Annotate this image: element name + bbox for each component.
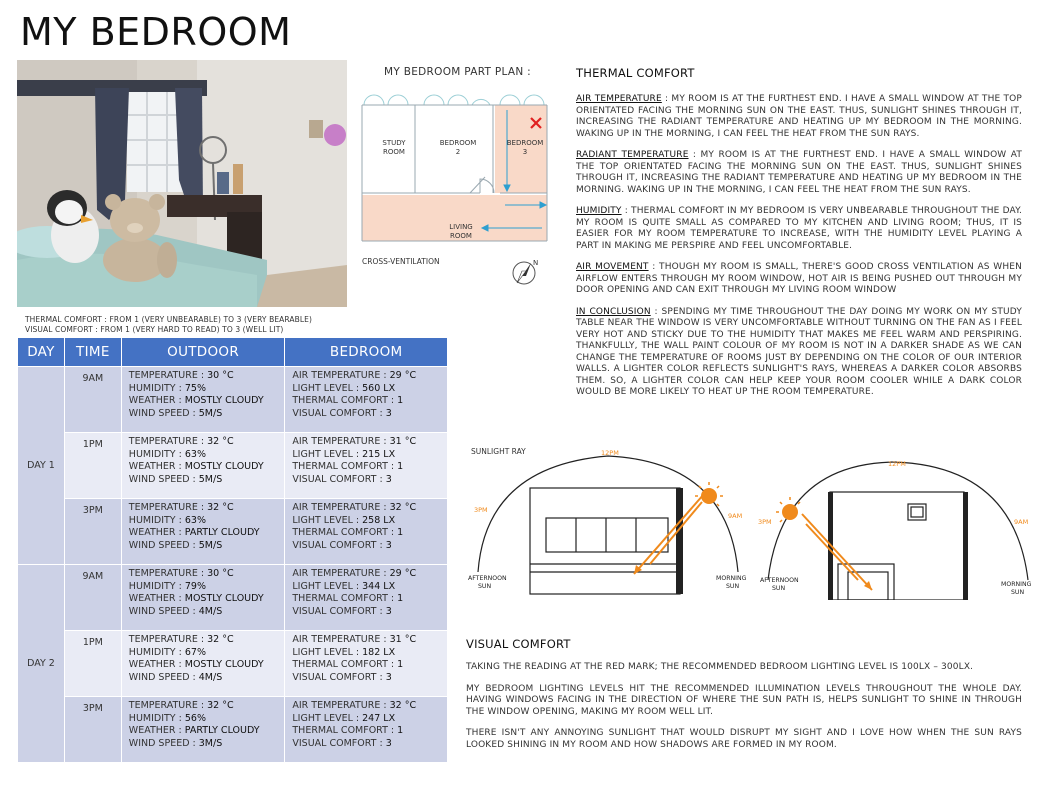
field-label: HUMIDITY : — [128, 382, 185, 394]
field-label: LIGHT LEVEL : — [292, 580, 363, 592]
plan-label-living-room: ROOM — [450, 232, 472, 240]
bedroom-cell — [285, 697, 448, 763]
time-cell: 1PM — [64, 631, 121, 697]
afternoon-sun-label: AFTERNOON — [468, 575, 507, 582]
outdoor-cell — [121, 367, 285, 433]
humidity-value: 56% — [184, 712, 206, 724]
conclusion-text: : SPENDING MY TIME THROUGHOUT THE DAY DOING MY WORK ON MY STUDY TABLE NEAR THE WINDOW IS VERY UNCOMFORTABLE WITHOUT TURNING ON THE FAN AS I FEEL VERY HOT AND STICKY DUE TO THE HUMIDITY THAT MAKES ME FEEL WARM AND PERSPIRING. THANKFULLY, THE WALL PAINT COLOUR OF MY ROOM IS NOT IN A DARKER SHADE AS WE CAN CHANGE THE TEMPERATURE OF ROOMS JUST BY DEPENDING ON THE COLOR OF OUR INTERIOR WALLS. A LIGHTER COLOR REFLECTS SUNLIGHT'S RAYS, WHEREAS A DARKER COLOR ABSORBS THEM. SO, A LIGHTER COLOR CAN HELP KEEP YOUR ROOM COOLER WHILE A DARK COLOR WOULD BE MORE LIKELY TO HEAT UP THE ROOM TEMPERATURE. — [576, 306, 1022, 397]
table-row — [18, 499, 448, 565]
visual-comfort-value: 3 — [385, 605, 392, 617]
air-temperature-value: 31 °C — [389, 436, 417, 447]
visual-comfort-value: 3 — [385, 539, 392, 551]
wind-speed-value: 4M/S — [198, 671, 223, 683]
outdoor-cell — [121, 499, 285, 565]
field-label: TEMPERATURE : — [128, 370, 208, 381]
thermal-comfort-value: 1 — [397, 395, 404, 407]
field-label: HUMIDITY : — [128, 580, 185, 592]
field-label: VISUAL COMFORT : — [292, 737, 386, 749]
field-label: LIGHT LEVEL : — [292, 646, 363, 658]
field-label: AIR TEMPERATURE : — [292, 568, 390, 579]
light-level-value: 182 LX — [362, 646, 396, 658]
compass-north-label: N — [533, 259, 538, 267]
field-label: VISUAL COMFORT : — [292, 605, 386, 617]
field-label: THERMAL COMFORT : — [292, 395, 398, 407]
visual-paragraph-2: MY BEDROOM LIGHTING LEVELS HIT THE RECOMMENDED ILLUMINATION LEVELS THROUGHOUT THE WHOLE DAY. HAVING WINDOWS FACING IN THE DIRECTION OF WHERE THE SUN PATH IS, HELPS SUNLIGHT TO SHINE IN THROUGH THE WINDOW OPENING, MAKING MY ROOM WELL LIT. — [466, 683, 1022, 717]
field-label: WIND SPEED : — [128, 539, 199, 551]
radiant-temperature-text: : MY ROOM IS AT THE FURTHEST END. I HAVE A SMALL WINDOW AT THE TOP ORIENTATED FACING THE MORNING SUN ON THE EAST. THUS, SUNLIGHT SHINES THROUGH IT, INCREASING THE RADIANT TEMPERATURE AND HEATING UP MY BEDROOM IN THE MORNING. WAKING UP IN THE MORNING, I CAN FEEL THE HEAT FROM THE SUN RAYS. — [576, 150, 1022, 195]
bedroom-photo — [17, 60, 347, 307]
outdoor-cell — [121, 565, 285, 631]
field-label: WEATHER : — [128, 395, 185, 407]
humidity-text: : THERMAL COMFORT IN MY BEDROOM IS VERY UNBEARABLE THROUGHOUT THE DAY. MY ROOM IS QUITE SMALL AS COMPARED TO MY KITCHEN AND LIVING ROOM; THUS, IT IS EASIER FOR MY ROOM TEMPERATURE TO INCREASE, WITH THE HUMIDITY LEVEL PLAYING A PART IN MAKING ME PERSPIRE AND FEEL UNCOMFORTABLE. — [576, 206, 1022, 251]
field-label: VISUAL COMFORT : — [292, 473, 386, 485]
thermal-comfort-section — [576, 66, 1022, 409]
field-label: AIR TEMPERATURE : — [292, 370, 390, 381]
sunlight-diagram-window-wall — [466, 446, 746, 596]
header-bedroom: BEDROOM — [285, 338, 448, 367]
air-temperature-text: : MY ROOM IS AT THE FURTHEST END. I HAVE A SMALL WINDOW AT THE TOP ORIENTATED FACING THE MORNING SUN ON THE EAST. THUS, SUNLIGHT SHINES THROUGH IT, INCREASING THE RADIANT TEMPERATURE AND HEATING UP MY BEDROOM IN THE MORNING. WAKING UP IN THE MORNING, I CAN FEEL THE HEAT FROM THE SUN RAYS. — [576, 94, 1022, 139]
visual-comfort-section — [466, 637, 1022, 761]
humidity-key: HUMIDITY — [576, 206, 622, 216]
field-label: VISUAL COMFORT : — [292, 407, 386, 419]
field-label: WIND SPEED : — [128, 407, 199, 419]
afternoon-sun-label-2: SUN — [478, 583, 492, 590]
table-row — [18, 697, 448, 763]
bedroom-cell — [285, 433, 448, 499]
table-row — [18, 631, 448, 697]
field-label: HUMIDITY : — [128, 448, 185, 460]
plan-label-bedroom3: BEDROOM — [506, 139, 544, 147]
light-level-value: 344 LX — [362, 580, 396, 592]
time-cell: 3PM — [64, 697, 121, 763]
readings-table — [17, 337, 448, 763]
sun-time-3pm-2: 3PM — [758, 518, 772, 526]
field-label: HUMIDITY : — [128, 712, 185, 724]
visual-paragraph-3: THERE ISN'T ANY ANNOYING SUNLIGHT THAT WOULD DISRUPT MY SIGHT AND I LOVE HOW WHEN THE SUN RAYS LOOKED SHINING IN MY ROOM AND HOW SHADOWS ARE FORMED IN MY ROOM. — [466, 728, 1022, 750]
plan-label-study: STUDY — [382, 139, 406, 147]
weather-value: MOSTLY CLOUDY — [184, 395, 264, 407]
table-row — [18, 433, 448, 499]
air-movement-paragraph — [576, 262, 1022, 297]
radiant-temperature-paragraph — [576, 150, 1022, 196]
field-label: VISUAL COMFORT : — [292, 671, 386, 683]
air-movement-key: AIR MOVEMENT — [576, 262, 649, 272]
visual-comfort-title: VISUAL COMFORT — [466, 637, 571, 651]
visual-comfort-value: 3 — [385, 671, 392, 683]
field-label: WEATHER : — [128, 725, 185, 737]
humidity-value: 63% — [184, 448, 206, 460]
air-temperature-value: 32 °C — [389, 700, 417, 711]
visual-paragraph-1: TAKING THE READING AT THE RED MARK; THE RECOMMENDED BEDROOM LIGHTING LEVEL IS 100LX – 300LX. — [466, 662, 974, 672]
table-row — [18, 367, 448, 433]
air-temperature-value: 32 °C — [389, 502, 417, 513]
visual-comfort-value: 3 — [385, 473, 392, 485]
plan-caption: CROSS-VENTILATION — [362, 257, 440, 266]
field-label: TEMPERATURE : — [128, 568, 208, 579]
field-label: WEATHER : — [128, 593, 185, 605]
air-movement-text: : THOUGH MY ROOM IS SMALL, THERE'S GOOD CROSS VENTILATION AS WHEN AIRFLOW ENTERS THROUGH MY ROOM WINDOW, HOT AIR IS BEING PUSHED OUT THROUGH MY DOOR OPENING AND CAN EXIT THROUGH MY LIVING ROOM WINDOW — [576, 262, 1022, 295]
plan-title: MY BEDROOM PART PLAN : — [384, 66, 532, 78]
thermal-comfort-value: 1 — [397, 593, 404, 605]
thermal-comfort-value: 1 — [397, 725, 404, 737]
field-label: WEATHER : — [128, 461, 185, 473]
field-label: LIGHT LEVEL : — [292, 514, 363, 526]
field-label: WIND SPEED : — [128, 605, 199, 617]
sun-time-12pm: 12PM — [601, 449, 619, 457]
plan-label-bedroom2-num: 2 — [455, 148, 461, 156]
thermal-comfort-value: 1 — [397, 659, 404, 671]
header-time: TIME — [64, 338, 121, 367]
field-label: TEMPERATURE : — [128, 436, 208, 447]
time-cell: 3PM — [64, 499, 121, 565]
field-label: TEMPERATURE : — [128, 502, 208, 513]
morning-sun-label-b: MORNING — [1001, 581, 1032, 588]
conclusion-paragraph — [576, 307, 1022, 399]
air-temperature-value: 29 °C — [389, 370, 417, 381]
field-label: WIND SPEED : — [128, 671, 199, 683]
humidity-paragraph — [576, 206, 1022, 252]
outdoor-cell — [121, 433, 285, 499]
weather-value: MOSTLY CLOUDY — [184, 659, 264, 671]
time-cell: 1PM — [64, 433, 121, 499]
bedroom-cell — [285, 499, 448, 565]
header-outdoor: OUTDOOR — [121, 338, 285, 367]
table-row — [18, 565, 448, 631]
weather-value: PARTLY CLOUDY — [184, 527, 260, 539]
field-label: VISUAL COMFORT : — [292, 539, 386, 551]
day-label: DAY 1 — [18, 367, 65, 565]
time-cell: 9AM — [64, 367, 121, 433]
weather-value: MOSTLY CLOUDY — [184, 461, 264, 473]
wind-speed-value: 5M/S — [198, 473, 223, 485]
afternoon-sun-label-b2: SUN — [772, 585, 786, 592]
radiant-temperature-key: RADIANT TEMPERATURE — [576, 150, 689, 160]
field-label: TEMPERATURE : — [128, 700, 208, 711]
field-label: TEMPERATURE : — [128, 634, 208, 645]
weather-value: MOSTLY CLOUDY — [184, 593, 264, 605]
field-label: WEATHER : — [128, 659, 185, 671]
morning-sun-label: MORNING — [716, 575, 746, 582]
bedroom-cell — [285, 631, 448, 697]
bedroom-part-plan — [360, 85, 550, 250]
bedroom-cell — [285, 565, 448, 631]
temperature-value: 30 °C — [207, 568, 234, 579]
field-label: THERMAL COMFORT : — [292, 461, 398, 473]
humidity-value: 67% — [184, 646, 206, 658]
field-label: WIND SPEED : — [128, 737, 199, 749]
sun-time-3pm: 3PM — [474, 506, 488, 514]
wind-speed-value: 4M/S — [198, 605, 223, 617]
field-label: HUMIDITY : — [128, 646, 185, 658]
thermal-comfort-value: 1 — [397, 527, 404, 539]
field-label: WEATHER : — [128, 527, 185, 539]
compass-icon — [512, 257, 538, 287]
air-temperature-value: 29 °C — [389, 568, 417, 579]
field-label: LIGHT LEVEL : — [292, 712, 363, 724]
field-label: THERMAL COMFORT : — [292, 527, 398, 539]
visual-comfort-value: 3 — [385, 737, 392, 749]
morning-sun-label-b2: SUN — [1011, 589, 1025, 596]
visual-comfort-value: 3 — [385, 407, 392, 419]
humidity-value: 63% — [184, 514, 206, 526]
light-level-value: 247 LX — [362, 712, 396, 724]
header-day: DAY — [18, 338, 65, 367]
plan-label-bedroom2: BEDROOM — [439, 139, 477, 147]
wind-speed-value: 5M/S — [198, 407, 223, 419]
sunlight-ray-label: SUNLIGHT RAY — [471, 447, 526, 456]
field-label: THERMAL COMFORT : — [292, 725, 398, 737]
time-cell: 9AM — [64, 565, 121, 631]
plan-label-living: LIVING — [449, 223, 473, 231]
visual-comfort-legend: VISUAL COMFORT : FROM 1 (VERY HARD TO READ) TO 3 (WELL LIT) — [25, 325, 284, 334]
wind-speed-value: 3M/S — [198, 737, 223, 749]
temperature-value: 30 °C — [207, 370, 234, 381]
outdoor-cell — [121, 697, 285, 763]
light-level-value: 258 LX — [362, 514, 396, 526]
sunlight-diagram-room-section — [752, 452, 1037, 600]
field-label: AIR TEMPERATURE : — [292, 502, 390, 513]
thermal-comfort-value: 1 — [397, 461, 404, 473]
field-label: AIR TEMPERATURE : — [292, 700, 390, 711]
sun-time-9am-2: 9AM — [1014, 518, 1029, 526]
light-level-value: 560 LX — [362, 382, 396, 394]
humidity-value: 75% — [184, 382, 206, 394]
temperature-value: 32 °C — [207, 700, 234, 711]
temperature-value: 32 °C — [207, 436, 234, 447]
field-label: HUMIDITY : — [128, 514, 185, 526]
field-label: LIGHT LEVEL : — [292, 382, 363, 394]
field-label: WIND SPEED : — [128, 473, 199, 485]
plan-label-room: ROOM — [383, 148, 405, 156]
sun-time-9am: 9AM — [728, 512, 743, 520]
page-title: MY BEDROOM — [20, 10, 292, 54]
field-label: AIR TEMPERATURE : — [292, 436, 390, 447]
bedroom-cell — [285, 367, 448, 433]
air-temperature-value: 31 °C — [389, 634, 417, 645]
light-level-value: 215 LX — [362, 448, 396, 460]
outdoor-cell — [121, 631, 285, 697]
field-label: THERMAL COMFORT : — [292, 659, 398, 671]
plan-label-bedroom3-num: 3 — [522, 148, 528, 156]
temperature-value: 32 °C — [207, 634, 234, 645]
thermal-comfort-title: THERMAL COMFORT — [576, 66, 695, 80]
field-label: AIR TEMPERATURE : — [292, 634, 390, 645]
weather-value: PARTLY CLOUDY — [184, 725, 260, 737]
humidity-value: 79% — [184, 580, 206, 592]
conclusion-key: IN CONCLUSION — [576, 306, 651, 317]
air-temperature-key: AIR TEMPERATURE — [576, 94, 662, 104]
field-label: THERMAL COMFORT : — [292, 593, 398, 605]
wind-speed-value: 5M/S — [198, 539, 223, 551]
thermal-comfort-legend: THERMAL COMFORT : FROM 1 (VERY UNBEARABLE) TO 3 (VERY BEARABLE) — [25, 315, 313, 324]
temperature-value: 32 °C — [207, 502, 234, 513]
field-label: LIGHT LEVEL : — [292, 448, 363, 460]
sun-time-12pm-2: 12PM — [888, 460, 906, 468]
air-temperature-paragraph — [576, 94, 1022, 140]
day-label: DAY 2 — [18, 565, 65, 763]
morning-sun-label-2: SUN — [726, 583, 740, 590]
afternoon-sun-label-b: AFTERNOON — [760, 577, 799, 584]
